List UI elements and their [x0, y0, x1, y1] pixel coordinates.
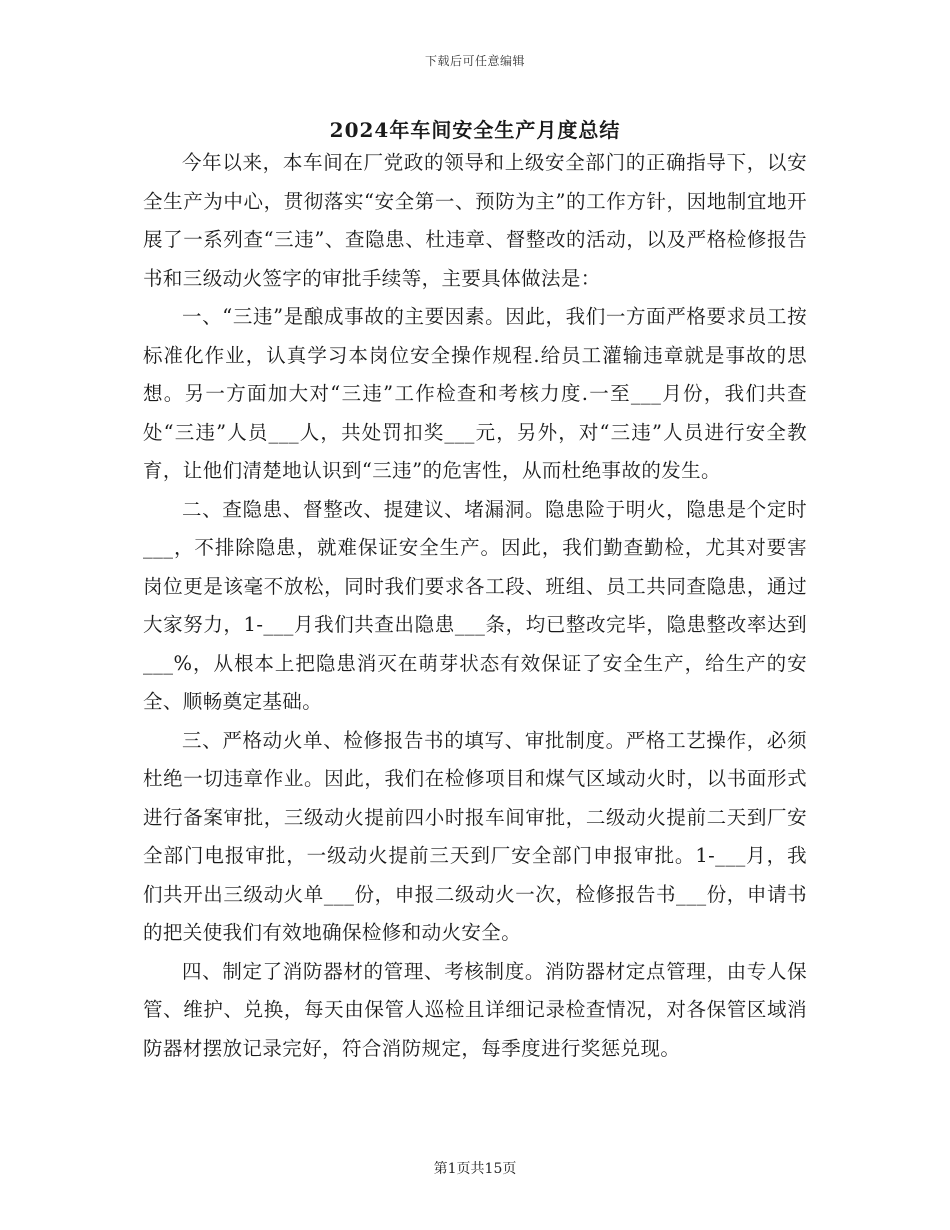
header-note: 下载后可任意编辑: [424, 54, 525, 68]
page-number-footer: 第1页共15页: [433, 1161, 517, 1177]
paragraph-section-2: 二、查隐患、督整改、提建议、堵漏洞。隐患险于明火，隐患是个定时___，不排除隐患，就难保证安全生产。因此，我们勤查勤检，尤其对要害岗位更是该毫不放松，同时我们要求各工段、班组、员工共同查隐患，通过大家努力，1-___月我们共查出隐患___条，均已整改完毕，隐患整改率达到___%，从根本上把隐患消灭在萌芽状态有效保证了安全生产，给生产的安全、顺畅奠定基础。: [143, 497, 807, 713]
paragraph-section-3: 三、严格动火单、检修报告书的填写、审批制度。严格工艺操作，必须杜绝一切违章作业。因此，我们在检修项目和煤气区域动火时，以书面形式进行备案审批，三级动火提前四小时报车间审批，二级动火提前二天到厂安全部门电报审批，一级动火提前三天到厂安全部门申报审批。1-___月，我们共开出三级动火单___份，申报二级动火一次，检修报告书___份，申请书的把关使我们有效地确保检修和动火安全。: [143, 728, 807, 944]
paragraph-intro: 今年以来，本车间在厂党政的领导和上级安全部门的正确指导下，以安全生产为中心，贯彻落实“安全第一、预防为主”的工作方针，因地制宜地开展了一系列查“三违”、查隐患、杜违章、督整改的活动，以及严格检修报告书和三级动火签字的审批手续等，主要具体做法是：: [143, 151, 807, 290]
document-title: 2024年车间安全生产月度总结: [329, 118, 621, 142]
paragraph-section-1: 一、“三违”是酿成事故的主要因素。因此，我们一方面严格要求员工按标准化作业，认真学习本岗位安全操作规程.给员工灌输违章就是事故的思想。另一方面加大对“三违”工作检查和考核力度.一至___月份，我们共查处“三违”人员___人，共处罚扣奖___元，另外，对“三违”人员进行安全教育，让他们清楚地认识到“三违”的危害性，从而杜绝事故的发生。: [143, 305, 807, 482]
document-body: [143, 144, 807, 1068]
paragraph-section-4: 四、制定了消防器材的管理、考核制度。消防器材定点管理，由专人保管、维护、兑换，每天由保管人巡检且详细记录检查情况，对各保管区域消防器材摆放记录完好，符合消防规定，每季度进行奖惩兑现。: [143, 959, 807, 1060]
